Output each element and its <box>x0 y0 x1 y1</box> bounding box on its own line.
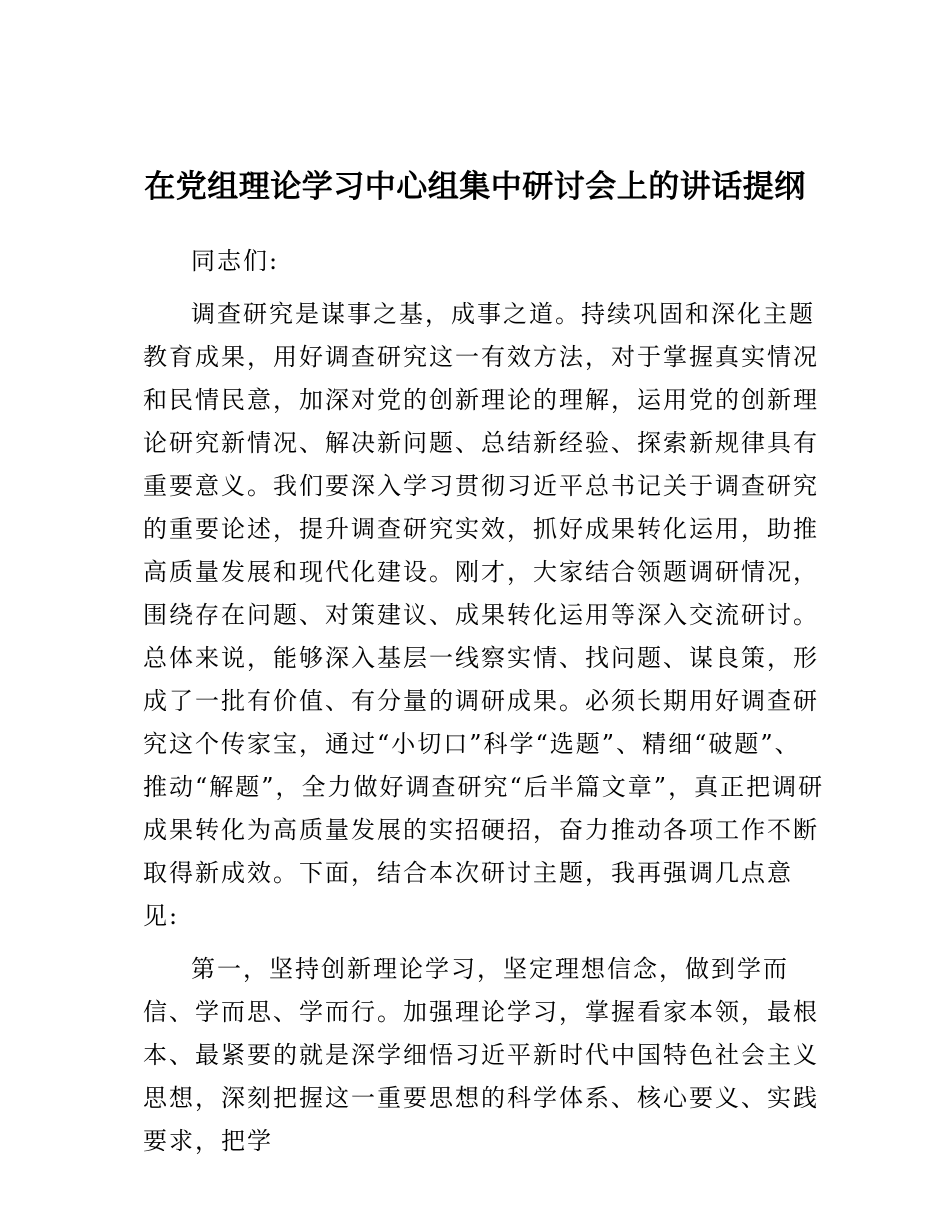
document-body <box>143 240 825 1163</box>
salutation: 同志们: <box>191 247 280 275</box>
document-title: 在党组理论学习中心组集中研讨会上的讲话提纲 <box>144 169 806 205</box>
paragraph-first-point: 第一，坚持创新理论学习，坚定理想信念，做到学而信、学而思、学而行。加强理论学习，掌握看家本领，最根本、最紧要的就是深学细悟习近平新时代中国特色社会主义思想，深刻把握这一重要思想的科学体系、核心要义、实践要求，把学 <box>143 955 819 1155</box>
paragraph-intro: 调查研究是谋事之基，成事之道。持续巩固和深化主题教育成果，用好调查研究这一有效方法，对于掌握真实情况和民情民意，加深对党的创新理论的理解，运用党的创新理论研究新情况、解决新问题、总结新经验、探索新规律具有重要意义。我们要深入学习贯彻习近平总书记关于调查研究的重要论述，提升调查研究实效，抓好成果转化运用，助推高质量发展和现代化建设。刚才，大家结合领题调研情况，围绕存在问题、对策建议、成果转化运用等深入交流研讨。总体来说，能够深入基层一线察实情、找问题、谋良策，形成了一批有价值、有分量的调研成果。必须长期用好调查研究这个传家宝，通过“小切口”科学“选题”、精细“破题”、推动“解题”，全力做好调查研究“后半篇文章”，真正把调研成果转化为高质量发展的实招硬招，奋力推动各项工作不断取得新成效。下面，结合本次研讨主题，我再强调几点意见: <box>143 300 825 930</box>
